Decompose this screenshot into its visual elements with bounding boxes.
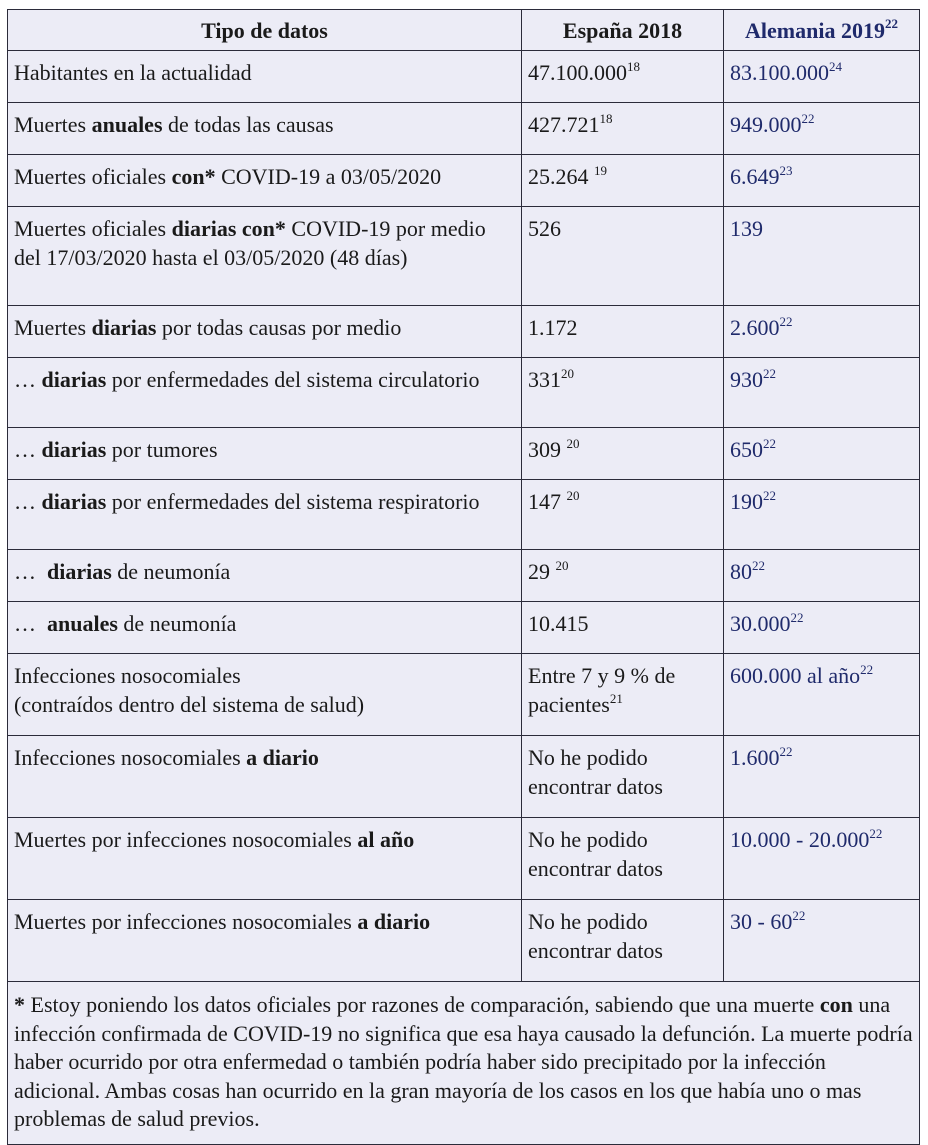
text: Muertes por infecciones nosocomiales — [14, 827, 358, 852]
bold-text: a diario — [246, 745, 319, 770]
cell-value: 29 — [528, 559, 556, 584]
cell-espana — [522, 103, 724, 155]
table-row — [8, 818, 920, 900]
bold-text: diarias — [91, 315, 157, 340]
table-row — [8, 358, 920, 428]
footnote-ref: 22 — [801, 110, 815, 126]
footnote-ref: 22 — [869, 825, 883, 841]
cell-tipo — [8, 818, 522, 900]
cell-espana — [522, 900, 724, 982]
cell-value: 190 — [730, 489, 763, 514]
table-row — [8, 306, 920, 358]
table-row — [8, 428, 920, 480]
footnote-ref: 22 — [884, 16, 898, 32]
text: de neumonía — [111, 559, 231, 584]
text: por tumores — [106, 437, 218, 462]
cell-value: 650 — [730, 437, 763, 462]
text: … — [14, 367, 42, 392]
cell-tipo — [8, 306, 522, 358]
text: Muertes oficiales — [14, 164, 172, 189]
footnote-ref: 19 — [594, 162, 607, 178]
text: de neumonía — [117, 611, 237, 636]
cell-alemania — [724, 428, 920, 480]
text: Muertes — [14, 315, 92, 340]
table-row — [8, 550, 920, 602]
header-row — [8, 10, 920, 51]
footnote-ref: 22 — [779, 313, 793, 329]
text: Habitantes en la actualidad — [14, 60, 252, 85]
cell-espana — [522, 207, 724, 306]
header-espana — [522, 10, 724, 51]
text: COVID-19 por medio del 17/03/2020 hasta el 03/05/2020 (48 días) — [14, 216, 492, 270]
footnote-ref: 24 — [829, 58, 842, 74]
cell-alemania — [724, 736, 920, 818]
cell-value: 25.264 — [528, 164, 594, 189]
text: Infecciones nosocomiales — [14, 663, 241, 688]
cell-alemania — [724, 818, 920, 900]
text: … — [14, 489, 42, 514]
table-container — [7, 9, 919, 1145]
text: por enfermedades del sistema respiratorio — [106, 489, 480, 514]
cell-value: No he podido encontrar datos — [528, 827, 663, 881]
table-row — [8, 900, 920, 982]
cell-value: 930 — [730, 367, 763, 392]
footnote-ref: 18 — [627, 58, 640, 74]
text: por enfermedades del sistema circulatorio — [106, 367, 480, 392]
cell-espana — [522, 155, 724, 207]
text: (contraídos dentro del sistema de salud) — [14, 692, 365, 717]
cell-tipo — [8, 602, 522, 654]
cell-espana — [522, 654, 724, 736]
cell-tipo — [8, 736, 522, 818]
header-label: Tipo de datos — [201, 17, 328, 43]
bold-text: anuales — [47, 611, 118, 636]
text: COVID-19 a 03/05/2020 — [215, 164, 442, 189]
table-row — [8, 736, 920, 818]
text: … — [14, 559, 47, 584]
table-row — [8, 602, 920, 654]
cell-value: 1.600 — [730, 745, 780, 770]
header-label: España 2018 — [562, 17, 683, 43]
footnote-row — [8, 982, 920, 1145]
footnote-ref: 20 — [561, 365, 574, 381]
footnote-ref: 21 — [609, 690, 623, 706]
cell-value: 47.100.000 — [528, 60, 627, 85]
cell-value: 331 — [528, 367, 561, 392]
cell-espana — [522, 358, 724, 428]
cell-value: 30.000 — [730, 611, 791, 636]
footnote-ref: 22 — [752, 557, 765, 573]
text: … — [14, 437, 42, 462]
cell-alemania — [724, 51, 920, 103]
cell-alemania — [724, 207, 920, 306]
cell-value: 1.172 — [528, 315, 578, 340]
cell-alemania — [724, 550, 920, 602]
footnote-ref: 22 — [860, 661, 874, 677]
bold-text: con* — [171, 164, 216, 189]
cell-espana — [522, 428, 724, 480]
cell-value: 6.649 — [730, 164, 780, 189]
cell-value: 10.415 — [528, 611, 589, 636]
header-label: Alemania 2019 — [745, 17, 885, 43]
footnote-ref: 22 — [792, 907, 806, 923]
bold-text: diarias — [47, 559, 112, 584]
cell-tipo — [8, 550, 522, 602]
cell-value: 30 - 60 — [730, 909, 793, 934]
table-row — [8, 103, 920, 155]
cell-alemania — [724, 900, 920, 982]
footnote-ref: 22 — [763, 365, 776, 381]
cell-alemania — [724, 654, 920, 736]
cell-alemania — [724, 306, 920, 358]
text: … — [14, 611, 47, 636]
footnote-ref: 22 — [779, 743, 793, 759]
cell-value: 10.000 - 20.000 — [730, 827, 870, 852]
footnote-ref: 20 — [555, 557, 569, 573]
cell-tipo — [8, 155, 522, 207]
cell-tipo — [8, 900, 522, 982]
footnote-ref: 22 — [763, 435, 776, 451]
cell-value: Entre 7 y 9 % de pacientes — [528, 663, 681, 717]
bold-text: anuales — [91, 112, 163, 137]
cell-alemania — [724, 103, 920, 155]
cell-espana — [522, 818, 724, 900]
cell-alemania — [724, 358, 920, 428]
table-row — [8, 51, 920, 103]
cell-espana — [522, 51, 724, 103]
bold-text: * — [14, 992, 25, 1017]
cell-value: 147 — [528, 489, 567, 514]
table-row — [8, 654, 920, 736]
cell-value: 2.600 — [730, 315, 780, 340]
text: Infecciones nosocomiales — [14, 745, 247, 770]
cell-espana — [522, 306, 724, 358]
bold-text: diarias — [41, 437, 107, 462]
cell-value: No he podido encontrar datos — [528, 745, 663, 799]
cell-value: No he podido encontrar datos — [528, 909, 663, 963]
footnote-ref: 20 — [566, 435, 580, 451]
cell-tipo — [8, 207, 522, 306]
cell-tipo — [8, 428, 522, 480]
cell-value: 600.000 al año — [730, 663, 861, 688]
text: de todas las causas — [162, 112, 334, 137]
cell-espana — [522, 480, 724, 550]
cell-tipo — [8, 654, 522, 736]
cell-tipo — [8, 103, 522, 155]
footnote-ref: 22 — [790, 609, 804, 625]
table-row — [8, 207, 920, 306]
text: por todas causas por medio — [156, 315, 402, 340]
footnote-ref: 23 — [779, 162, 793, 178]
cell-tipo — [8, 358, 522, 428]
table-row — [8, 480, 920, 550]
text: Muertes por infecciones nosocomiales — [14, 909, 358, 934]
table-row — [8, 155, 920, 207]
bold-text: al año — [357, 827, 415, 852]
cell-value: 427.721 — [528, 112, 600, 137]
cell-tipo — [8, 51, 522, 103]
cell-value: 526 — [528, 216, 561, 241]
cell-value: 139 — [730, 216, 763, 241]
footnote-ref: 20 — [566, 487, 580, 503]
cell-value: 309 — [528, 437, 567, 462]
cell-tipo — [8, 480, 522, 550]
text: Muertes oficiales — [14, 216, 172, 241]
cell-alemania — [724, 480, 920, 550]
bold-text: diarias — [41, 489, 107, 514]
footnote-ref: 18 — [599, 110, 613, 126]
header-alemania — [724, 10, 920, 51]
cell-value: 949.000 — [730, 112, 802, 137]
cell-alemania — [724, 602, 920, 654]
cell-alemania — [724, 155, 920, 207]
bold-text: a diario — [357, 909, 431, 934]
cell-value: 83.100.000 — [730, 60, 829, 85]
cell-espana — [522, 602, 724, 654]
comparison-table — [7, 9, 920, 1145]
footnote-text — [8, 982, 920, 1145]
bold-text: diarias — [41, 367, 107, 392]
cell-espana — [522, 736, 724, 818]
bold-text: con — [819, 992, 853, 1017]
footnote-ref: 22 — [763, 487, 776, 503]
cell-espana — [522, 550, 724, 602]
header-tipo-de-datos — [8, 10, 522, 51]
text: Muertes — [14, 112, 92, 137]
text: Estoy poniendo los datos oficiales por razones de comparación, sabiendo que una muerte — [25, 992, 820, 1017]
text: una infección confirmada de COVID-19 no significa que esa haya causado la defunción. La muerte podría haber ocurrido por otra enfermedad o también podría haber sido precipitado por la infección adicional. Ambas cosas han ocurrido en la gran mayoría de los casos en los que había uno o mas problemas de salud previos. — [14, 992, 919, 1131]
bold-text: diarias con* — [171, 216, 286, 241]
cell-value: 80 — [730, 559, 752, 584]
